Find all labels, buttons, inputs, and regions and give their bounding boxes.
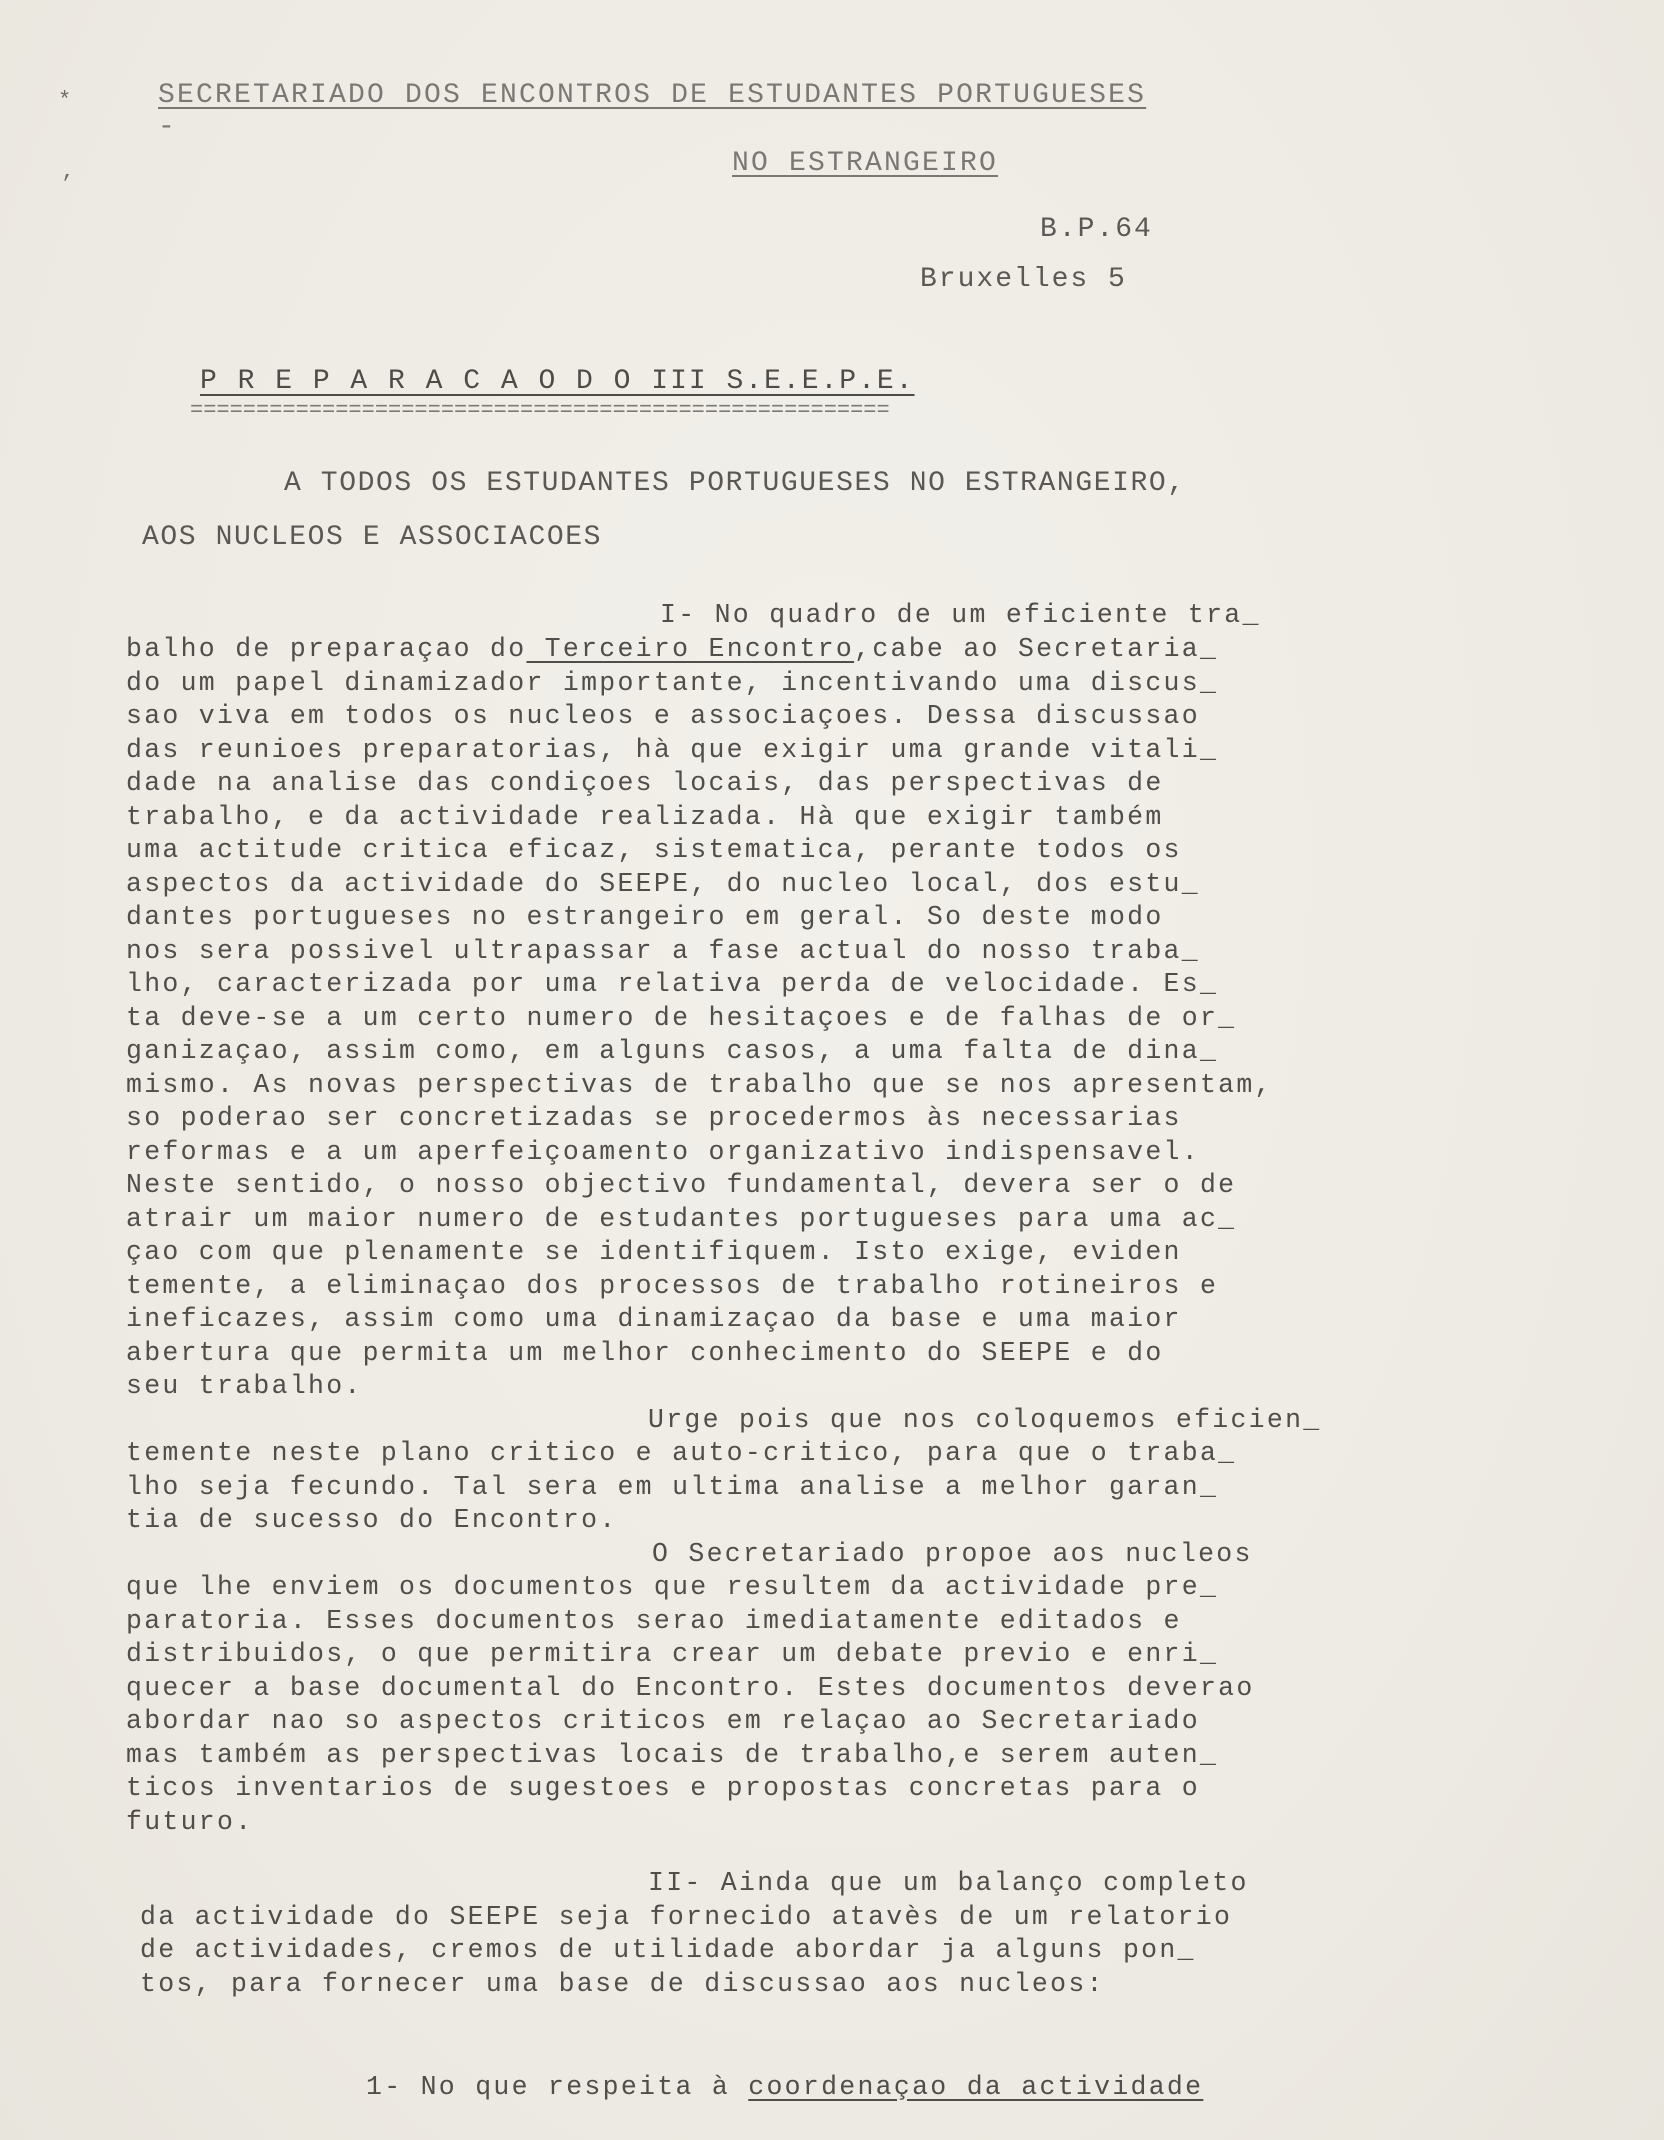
section1-line-17: reformas e a um aperfeiçoamento organizativo indispensavel. <box>126 1137 1200 1167</box>
section1-line-3: do um papel dinamizador importante, incentivando uma discus_ <box>126 668 1219 698</box>
item1-heading-underlined: coordenaçao da actividade <box>748 2072 1204 2102</box>
section1-line-27: lho seja fecundo. Tal sera em ultima analise a melhor garan_ <box>126 1472 1219 1502</box>
city-line: Bruxelles 5 <box>920 264 1127 295</box>
section1-line-19: atrair um maior numero de estudantes portugueses para uma ac_ <box>126 1204 1237 1234</box>
document-title: P R E P A R A C A O D O III S.E.E.P.E. <box>200 366 915 397</box>
section1-line-2 <box>126 634 1218 664</box>
section1-line-22: ineficazes, assim como uma dinamizaçao da base e uma maior <box>126 1304 1182 1334</box>
section1-line-13: ta deve-se a um certo numero de hesitaçoes e de falhas de or_ <box>126 1003 1237 1033</box>
section2-line-3: de actividades, cremos de utilidade abordar ja alguns pon_ <box>140 1935 1196 1965</box>
title-double-rule: ===================================================== <box>190 398 890 423</box>
section1-line-34: abordar nao so aspectos criticos em relaçao ao Secretariado <box>126 1706 1200 1736</box>
section1-line-24: seu trabalho. <box>126 1371 363 1401</box>
section1-line-37: futuro. <box>126 1807 254 1837</box>
margin-mark-bottom: ’ <box>60 172 74 197</box>
section1-line-8: uma actitude critica eficaz, sistematica, perante todos os <box>126 835 1182 865</box>
section1-line-21: temente, a eliminaçao dos processos de trabalho rotineiros e <box>126 1271 1219 1301</box>
address-line-2: AOS NUCLEOS E ASSOCIACOES <box>142 522 603 553</box>
section1-line-4: sao viva em todos os nucleos e associaçoes. Dessa discussao <box>126 701 1200 731</box>
section1-line-9: aspectos da actividade do SEEPE, do nucleo local, dos estu_ <box>126 869 1200 899</box>
section1-line-36: ticos inventarios de sugestoes e propostas concretas para o <box>126 1773 1200 1803</box>
section1-line-25: Urge pois que nos coloquemos eficien_ <box>648 1405 1322 1435</box>
section1-line-20: çao com que plenamente se identifiquem. Isto exige, eviden <box>126 1237 1182 1267</box>
section1-line-10: dantes portugueses no estrangeiro em geral. So deste modo <box>126 902 1164 932</box>
item1-heading-pre: 1- No que respeita à <box>366 2072 749 2102</box>
item1-heading <box>366 2072 1203 2102</box>
section1-line-23: abertura que permita um melhor conhecimento do SEEPE e do <box>126 1338 1164 1368</box>
section2-line-1: II- Ainda que um balanço completo <box>648 1868 1249 1898</box>
section1-line-15: mismo. As novas perspectivas de trabalho que se nos apresentam, <box>126 1070 1273 1100</box>
section1-line-2-post: ,cabe ao Secretaria_ <box>854 634 1219 664</box>
section1-line-12: lho, caracterizada por uma relativa perda de velocidade. Es_ <box>126 969 1219 999</box>
section1-line-7: trabalho, e da actividade realizada. Hà que exigir também <box>126 802 1164 832</box>
section1-line-35: mas também as perspectivas locais de trabalho,e serem auten_ <box>126 1740 1219 1770</box>
section1-line-2-pre: balho de preparaçao do <box>126 634 527 664</box>
header-organization: SECRETARIADO DOS ENCONTROS DE ESTUDANTES PORTUGUESES <box>158 80 1147 111</box>
section1-line-28: tia de sucesso do Encontro. <box>126 1505 618 1535</box>
address-line-1: A TODOS OS ESTUDANTES PORTUGUESES NO ESTRANGEIRO, <box>284 468 1186 499</box>
section1-line-16: so poderao ser concretizadas se procedermos às necessarias <box>126 1103 1182 1133</box>
section1-line-32: distribuidos, o que permitira crear um debate previo e enri_ <box>126 1639 1219 1669</box>
section1-line-2-underlined: Terceiro Encontro <box>526 634 855 664</box>
section1-line-26: temente neste plano critico e auto-critico, para que o traba_ <box>126 1438 1237 1468</box>
section1-line-11: nos sera possivel ultrapassar a fase actual do nosso traba_ <box>126 936 1200 966</box>
section1-line-29: O Secretariado propoe aos nucleos <box>652 1539 1253 1569</box>
section2-line-2: da actividade do SEEPE seja fornecido atavès de um relatorio <box>140 1902 1233 1932</box>
section1-line-18: Neste sentido, o nosso objectivo fundamental, devera ser o de <box>126 1170 1237 1200</box>
postal-box: B.P.64 <box>1040 214 1153 245</box>
section2-line-4: tos, para fornecer uma base de discussao aos nucleos: <box>140 1969 1105 1999</box>
section1-line-33: quecer a base documental do Encontro. Estes documentos deverao <box>126 1673 1255 1703</box>
margin-mark-top: * <box>58 88 72 113</box>
section1-line-14: ganizaçao, assim como, em alguns casos, a uma falta de dina_ <box>126 1036 1219 1066</box>
header-dash: - <box>158 112 178 143</box>
section1-line-6: dade na analise das condiçoes locais, das perspectivas de <box>126 768 1164 798</box>
header-location: NO ESTRANGEIRO <box>732 148 999 179</box>
section1-line-5: das reunioes preparatorias, hà que exigir uma grande vitali_ <box>126 735 1219 765</box>
section1-line-30: que lhe enviem os documentos que resultem da actividade pre_ <box>126 1572 1219 1602</box>
section1-line-1: I- No quadro de um eficiente tra_ <box>660 600 1261 630</box>
section1-line-31: paratoria. Esses documentos serao imediatamente editados e <box>126 1606 1182 1636</box>
